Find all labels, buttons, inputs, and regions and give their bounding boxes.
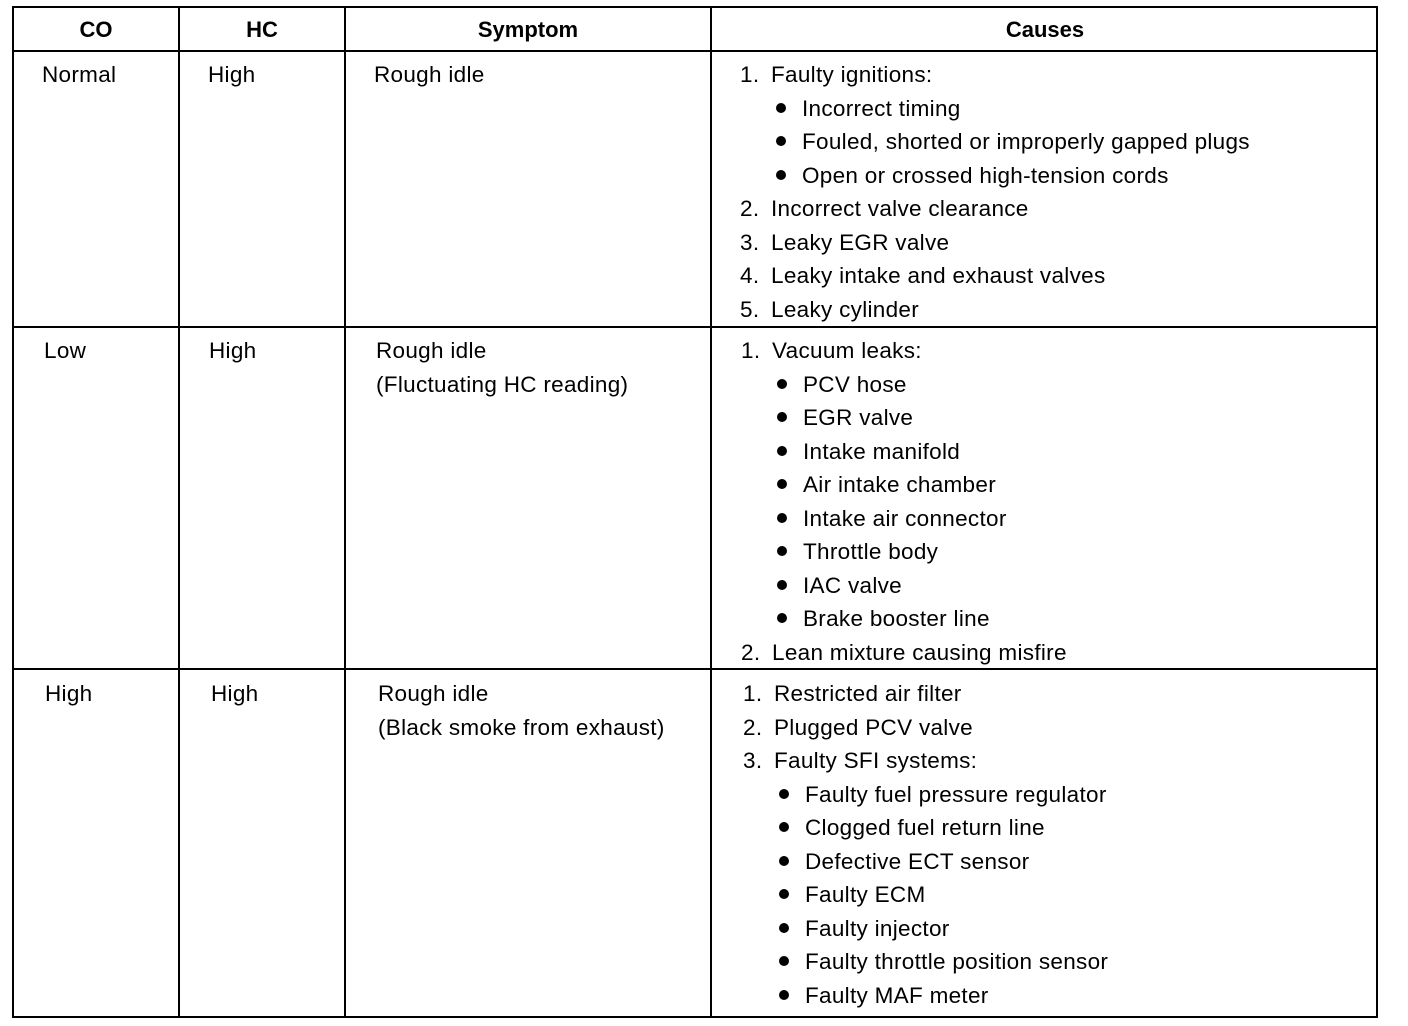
bullet-text: Intake air connector — [803, 505, 1007, 531]
cause-number: 3. — [740, 229, 760, 255]
bullet-text: Open or crossed high-tension cords — [802, 162, 1169, 188]
bullet-icon — [779, 789, 789, 799]
row-hc-value: High — [208, 62, 256, 87]
bullet-text: Air intake chamber — [803, 472, 996, 497]
bullet-icon — [776, 170, 786, 180]
row-co-value: Low — [44, 338, 87, 363]
cause-bullet — [740, 92, 1250, 126]
bullet-text: PCV hose — [803, 371, 907, 397]
row-symptom — [376, 334, 628, 401]
bullet-text: EGR valve — [803, 405, 914, 430]
row-symptom — [374, 58, 485, 92]
cause-text: Leaky cylinder — [771, 296, 920, 322]
cause-text: Faulty ignitions: — [771, 62, 933, 87]
bullet-icon — [779, 956, 789, 966]
bullet-text: Faulty throttle position sensor — [805, 949, 1109, 974]
cause-item — [743, 677, 1108, 711]
cause-bullet — [743, 811, 1108, 845]
bullet-text: Fouled, shorted or improperly gapped plugs — [802, 129, 1250, 154]
cause-item — [740, 259, 1250, 293]
cause-number: 4. — [740, 263, 760, 288]
cause-bullet — [743, 878, 1108, 912]
row-divider — [14, 668, 1376, 670]
bullet-icon — [777, 513, 787, 523]
cause-item — [741, 636, 1067, 670]
bullet-text: Faulty injector — [805, 915, 950, 941]
bullet-icon — [777, 479, 787, 489]
symptom-line: (Fluctuating HC reading) — [376, 371, 629, 397]
cause-item — [743, 744, 1108, 778]
cause-item — [741, 334, 1067, 368]
bullet-icon — [779, 856, 789, 866]
cause-number: 2. — [740, 196, 760, 221]
cause-bullet — [741, 602, 1067, 636]
bullet-text: IAC valve — [803, 572, 902, 598]
cause-bullet — [743, 912, 1108, 946]
row-hc-value: High — [209, 338, 257, 363]
bullet-text: Clogged fuel return line — [805, 815, 1045, 840]
cause-text: Plugged PCV valve — [774, 714, 973, 740]
row-hc-value: High — [211, 681, 259, 706]
header-hc: HC — [246, 17, 278, 42]
cause-item — [740, 192, 1250, 226]
cause-bullet — [741, 502, 1067, 536]
cause-bullet — [741, 401, 1067, 435]
bullet-text: Faulty ECM — [805, 882, 926, 907]
bullet-icon — [776, 136, 786, 146]
cause-item — [743, 711, 1108, 745]
bullet-text: Incorrect timing — [802, 95, 961, 121]
bullet-text: Brake booster line — [803, 606, 990, 631]
cause-bullet — [740, 125, 1250, 159]
column-divider — [344, 8, 346, 1016]
cause-text: Lean mixture causing misfire — [772, 639, 1067, 665]
header-co: CO — [79, 17, 113, 42]
diagnosis-table — [12, 6, 1378, 1018]
cause-number: 5. — [740, 296, 760, 322]
bullet-icon — [776, 103, 786, 113]
row-co-value: High — [45, 681, 93, 706]
symptom-line: Rough idle — [376, 338, 487, 363]
bullet-text: Intake manifold — [803, 438, 961, 464]
cause-text: Incorrect valve clearance — [771, 196, 1029, 221]
symptom-line: Rough idle — [378, 681, 489, 706]
bullet-icon — [779, 923, 789, 933]
cause-number: 1. — [740, 62, 760, 87]
cause-number: 2. — [741, 639, 761, 665]
cause-bullet — [741, 535, 1067, 569]
cause-bullet — [741, 368, 1067, 402]
cause-number: 1. — [741, 338, 761, 363]
bullet-icon — [777, 379, 787, 389]
bullet-icon — [777, 446, 787, 456]
bullet-text: Faulty MAF meter — [805, 982, 989, 1008]
bullet-icon — [779, 889, 789, 899]
cause-text: Restricted air filter — [774, 681, 962, 706]
cause-bullet — [743, 845, 1108, 879]
bullet-icon — [779, 990, 789, 1000]
cause-text: Leaky EGR valve — [771, 229, 950, 255]
cause-bullet — [741, 435, 1067, 469]
cause-text: Faulty SFI systems: — [774, 748, 978, 773]
row-causes — [740, 58, 1250, 326]
cause-text: Vacuum leaks: — [772, 338, 922, 363]
row-causes — [743, 677, 1108, 1012]
cause-bullet — [743, 979, 1108, 1013]
cause-bullet — [743, 945, 1108, 979]
row-co-value: Normal — [42, 62, 117, 87]
bullet-icon — [777, 613, 787, 623]
cause-bullet — [741, 468, 1067, 502]
cause-bullet — [743, 778, 1108, 812]
bullet-text: Throttle body — [803, 539, 939, 564]
symptom-line: Rough idle — [374, 62, 485, 87]
bullet-icon — [777, 580, 787, 590]
bullet-icon — [777, 546, 787, 556]
cause-bullet — [740, 159, 1250, 193]
symptom-line: (Black smoke from exhaust) — [378, 714, 665, 740]
bullet-icon — [777, 412, 787, 422]
column-divider — [710, 8, 712, 1016]
column-divider — [178, 8, 180, 1016]
cause-item — [740, 293, 1250, 327]
row-causes — [741, 334, 1067, 669]
header-symptom: Symptom — [477, 17, 579, 42]
cause-bullet — [741, 569, 1067, 603]
bullet-text: Defective ECT sensor — [805, 848, 1030, 874]
cause-item — [740, 58, 1250, 92]
bullet-icon — [779, 822, 789, 832]
cause-item — [740, 226, 1250, 260]
row-divider — [14, 326, 1376, 328]
cause-number: 3. — [743, 748, 763, 773]
cause-number: 2. — [743, 714, 763, 740]
header-causes: Causes — [1005, 17, 1085, 42]
bullet-text: Faulty fuel pressure regulator — [805, 781, 1107, 807]
cause-number: 1. — [743, 681, 763, 706]
cause-text: Leaky intake and exhaust valves — [771, 263, 1106, 288]
row-symptom — [378, 677, 665, 744]
